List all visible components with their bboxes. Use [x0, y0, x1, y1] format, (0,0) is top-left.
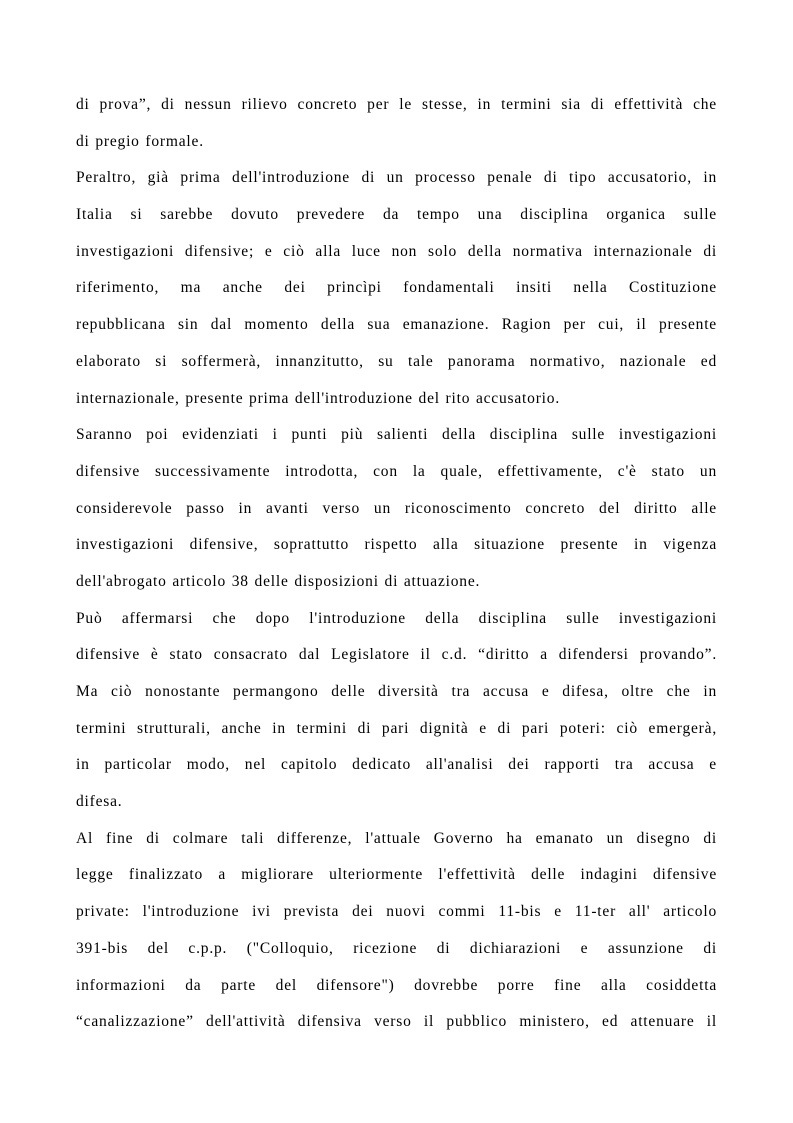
text-line: in particolar modo, nel capitolo dedicato all'analisi dei rapporti tra accusa e — [76, 756, 717, 774]
text-line: elaborato si soffermerà, innanzitutto, su tale panorama normativo, nazionale ed — [76, 352, 717, 370]
text-line: repubblicana sin dal momento della sua emanazione. Ragion per cui, il presente — [76, 316, 717, 334]
text-line: “canalizzazione” dell'attività difensiva verso il pubblico ministero, ed attenuare il — [76, 1013, 717, 1031]
text-line: Italia si sarebbe dovuto prevedere da tempo una disciplina organica sulle — [76, 206, 717, 224]
text-line: considerevole passo in avanti verso un riconoscimento concreto del diritto alle — [76, 499, 717, 517]
text-line: Al fine di colmare tali differenze, l'attuale Governo ha emanato un disegno di — [76, 829, 717, 847]
text-line: termini strutturali, anche in termini di pari dignità e di pari poteri: ciò emergerà, — [76, 719, 717, 737]
text-line: Saranno poi evidenziati i punti più salienti della disciplina sulle investigazioni — [76, 426, 717, 444]
text-line: investigazioni difensive, soprattutto rispetto alla situazione presente in vigenza — [76, 536, 717, 554]
text-line: informazioni da parte del difensore") dovrebbe porre fine alla cosiddetta — [76, 976, 717, 994]
text-line: internazionale, presente prima dell'introduzione del rito accusatorio. — [76, 389, 560, 407]
text-line: difesa. — [76, 793, 123, 811]
text-line: legge finalizzato a migliorare ulteriormente l'effettività delle indagini difensive — [76, 866, 717, 884]
text-line: Può affermarsi che dopo l'introduzione della disciplina sulle investigazioni — [76, 609, 717, 627]
text-line: difensive è stato consacrato dal Legislatore il c.d. “diritto a difendersi provando”. — [76, 646, 717, 664]
text-line: investigazioni difensive; e ciò alla luce non solo della normativa internazionale di — [76, 242, 717, 260]
text-line: di pregio formale. — [76, 132, 204, 150]
text-line: dell'abrogato articolo 38 delle disposizioni di attuazione. — [76, 572, 481, 590]
text-line: Ma ciò nonostante permangono delle diversità tra accusa e difesa, oltre che in — [76, 683, 717, 700]
text-line: private: l'introduzione ivi prevista dei nuovi commi 11-bis e 11-ter all' articolo — [76, 903, 717, 921]
text-line: 391-bis del c.p.p. ("Colloquio, ricezione di dichiarazioni e assunzione di — [76, 939, 717, 957]
text-line: di prova”, di nessun rilievo concreto per le stesse, in termini sia di effettività che — [76, 96, 717, 113]
text-line: difensive successivamente introdotta, con la quale, effettivamente, c'è stato un — [76, 462, 717, 480]
text-line: Peraltro, già prima dell'introduzione di un processo penale di tipo accusatorio, in — [76, 169, 717, 187]
text-line: riferimento, ma anche dei princìpi fondamentali insiti nella Costituzione — [76, 279, 717, 297]
body-text — [76, 87, 717, 1041]
